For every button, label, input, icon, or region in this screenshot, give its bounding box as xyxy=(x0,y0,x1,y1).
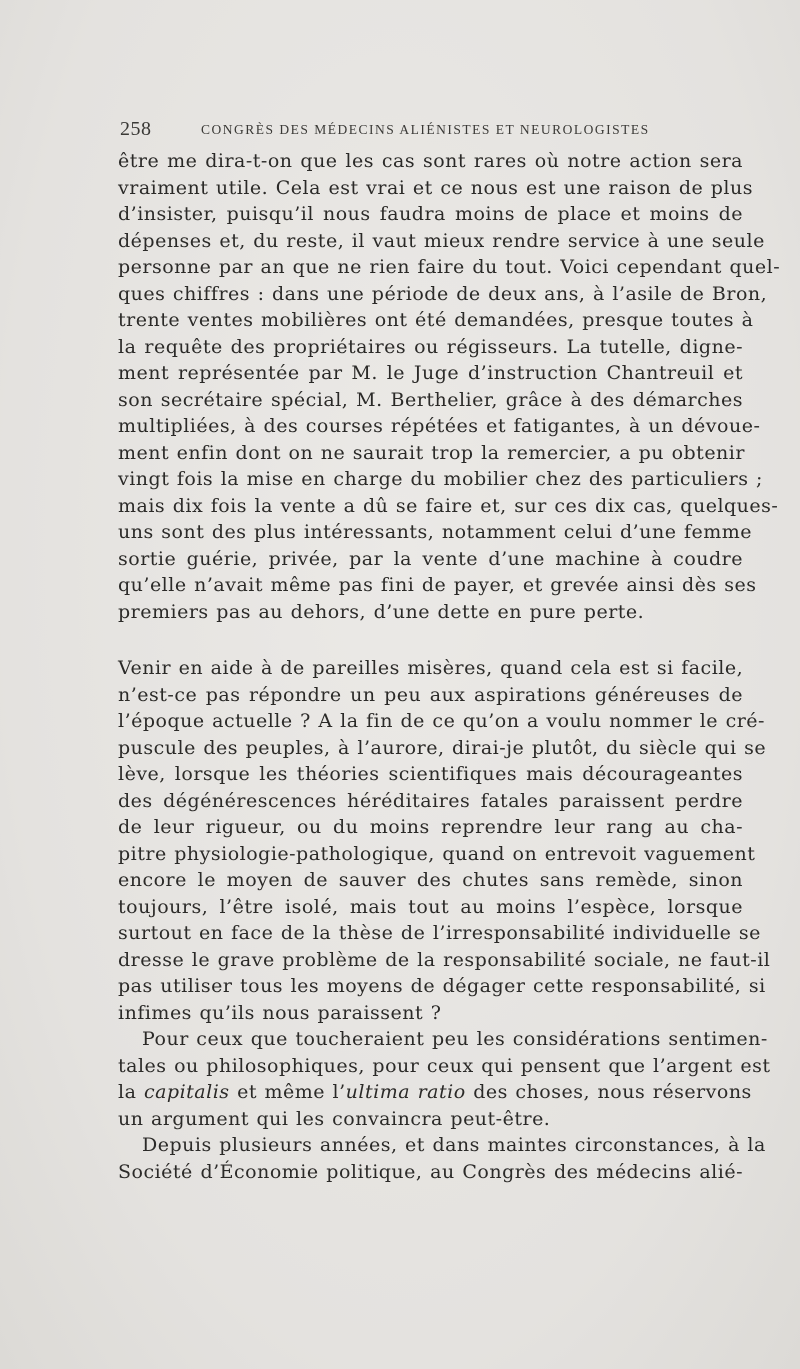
italic-term: ultima ratio xyxy=(345,1081,466,1103)
text-line xyxy=(118,1079,752,1106)
italic-term: capitalis xyxy=(143,1081,230,1103)
text-line: son secrétaire spécial, M. Berthelier, grâce à des démarches xyxy=(118,388,743,411)
paragraph-gap xyxy=(118,625,743,655)
text-line: multipliées, à des courses répétées et fatigantes, à un dévoue- xyxy=(118,415,761,437)
text-line: infimes qu’ils nous paraissent ? xyxy=(118,1001,442,1024)
text-line: premiers pas au dehors, d’une dette en pure perte. xyxy=(118,600,645,623)
text-line: puscule des peuples, à l’aurore, dirai-je plutôt, du siècle qui se xyxy=(118,736,767,759)
text-line: ment représentée par M. le Juge d’instruction Chantreuil et xyxy=(118,362,743,384)
text-line: dresse le grave problème de la responsabilité sociale, ne faut-il xyxy=(118,948,771,971)
text-line: tales ou philosophiques, pour ceux qui pensent que l’argent est xyxy=(118,1054,771,1077)
text-line: Venir en aide à de pareilles misères, quand cela est si facile, xyxy=(118,657,744,679)
text-segment: la xyxy=(118,1081,144,1103)
text-line: encore le moyen de sauver des chutes sans remède, sinon xyxy=(118,869,743,891)
text-line: dépenses et, du reste, il vaut mieux rendre service à une seule xyxy=(118,229,765,252)
paragraph-4 xyxy=(118,1132,766,1185)
text-segment: des choses, nous réservons xyxy=(465,1081,752,1103)
text-line: pas utiliser tous les moyens de dégager cette responsabilité, si xyxy=(118,975,766,997)
text-line: des dégénérescences héréditaires fatales paraissent perdre xyxy=(118,789,743,812)
text-line: vraiment utile. Cela est vrai et ce nous est une raison de plus xyxy=(118,176,753,199)
text-line: mais dix fois la vente a dû se faire et, sur ces dix cas, quelques- xyxy=(118,494,779,517)
text-line: personne par an que ne rien faire du tout. Voici cependant quel- xyxy=(118,256,781,278)
text-line: trente ventes mobilières ont été demandées, presque toutes à xyxy=(118,309,754,331)
paragraph-2 xyxy=(118,655,771,1026)
text-line: toujours, l’être isolé, mais tout au moins l’espèce, lorsque xyxy=(118,895,743,918)
paragraph-1 xyxy=(118,148,781,625)
text-line: de leur rigueur, ou du moins reprendre leur rang au cha- xyxy=(118,816,743,838)
text-line: ques chiffres : dans une période de deux ans, à l’asile de Bron, xyxy=(118,282,768,305)
text-line: uns sont des plus intéressants, notamment celui d’une femme xyxy=(118,521,753,543)
text-line: sortie guérie, privée, par la vente d’une machine à coudre xyxy=(118,547,743,570)
text-line: l’époque actuelle ? A la fin de ce qu’on a voulu nommer le cré- xyxy=(118,710,765,732)
text-line: pitre physiologie-pathologique, quand on entrevoit vaguement xyxy=(118,842,756,865)
text-line: surtout en face de la thèse de l’irresponsabilité individuelle se xyxy=(118,922,761,944)
text-line: un argument qui les convaincra peut-être. xyxy=(118,1107,551,1130)
text-line: lève, lorsque les théories scientifiques mais décourageantes xyxy=(118,763,743,785)
running-header xyxy=(118,118,678,142)
running-head: CONGRÈS DES MÉDECINS ALIÉNISTES ET NEUROLOGISTES xyxy=(201,122,650,137)
text-line: vingt fois la mise en charge du mobilier chez des particuliers ; xyxy=(118,468,763,490)
text-line: Depuis plusieurs années, et dans maintes circonstances, à la xyxy=(142,1134,766,1156)
text-line: la requête des propriétaires ou régisseurs. La tutelle, digne- xyxy=(118,335,743,358)
text-segment: et même l’ xyxy=(229,1081,346,1103)
text-line: être me dira-t-on que les cas sont rares où notre action sera xyxy=(118,150,743,172)
text-line: Pour ceux que toucheraient peu les considérations sentimen- xyxy=(142,1028,768,1050)
text-line: ment enfin dont on ne saurait trop la remercier, a pu obtenir xyxy=(118,441,745,464)
text-line: qu’elle n’avait même pas fini de payer, et grevée ainsi dès ses xyxy=(118,574,757,596)
paragraph-3 xyxy=(118,1026,771,1132)
text-line: d’insister, puisqu’il nous faudra moins de place et moins de xyxy=(118,203,743,225)
text-line: n’est-ce pas répondre un peu aux aspirations généreuses de xyxy=(118,683,743,706)
text-line: Société d’Économie politique, au Congrès des médecins alié- xyxy=(118,1160,743,1183)
page-number: 258 xyxy=(120,118,152,140)
body-text xyxy=(118,148,781,1185)
